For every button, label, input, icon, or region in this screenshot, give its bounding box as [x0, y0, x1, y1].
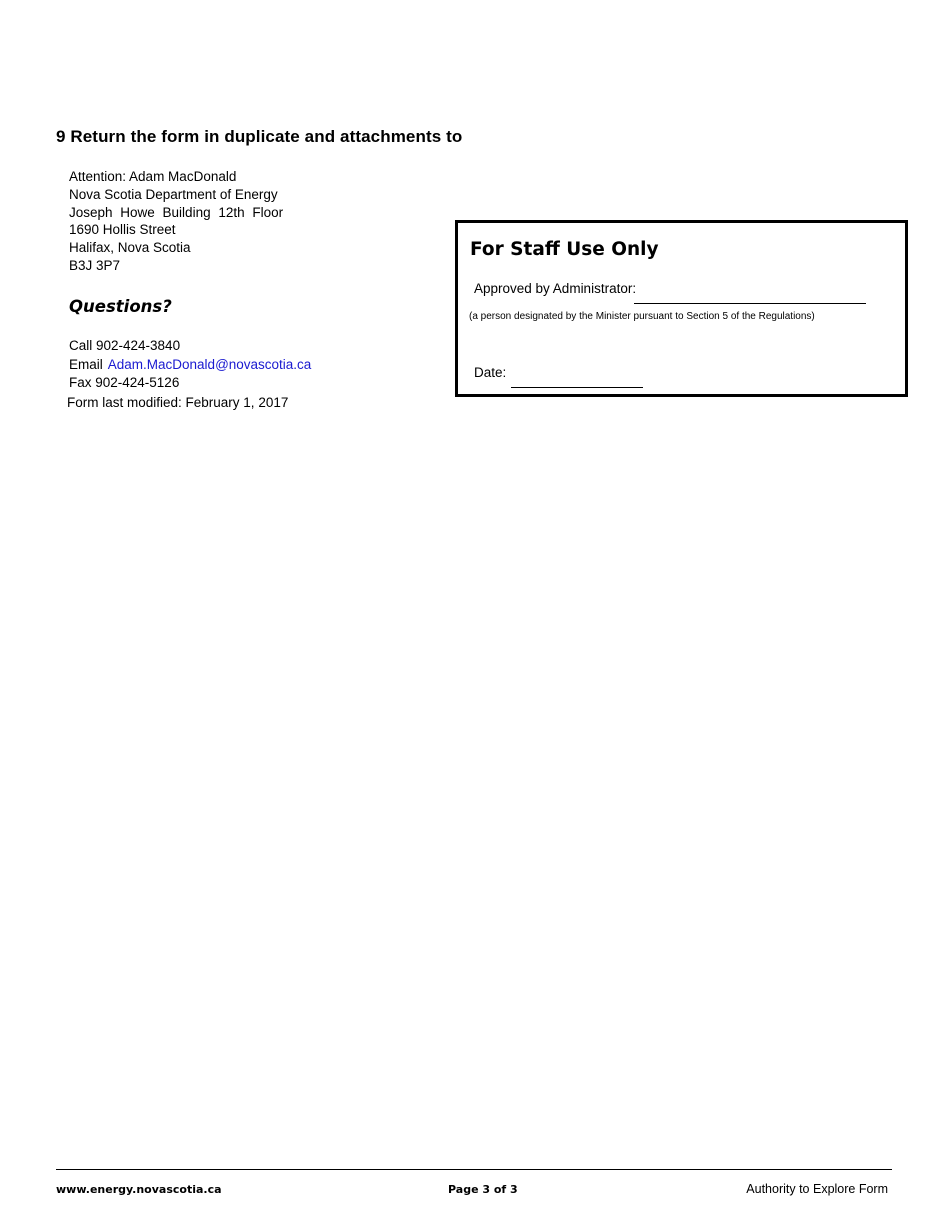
contact-email-link[interactable]: Adam.MacDonald@novascotia.ca: [107, 356, 312, 372]
approved-by-label: Approved by Administrator:: [474, 281, 637, 296]
footer-divider: [56, 1169, 892, 1170]
date-label: Date:: [474, 365, 507, 380]
form-last-modified: Form last modified: February 1, 2017: [67, 395, 289, 410]
contact-email-label: Email: [69, 356, 103, 372]
staff-box-title: For Staff Use Only: [470, 239, 659, 260]
footer-website: www.energy.novascotia.ca: [56, 1183, 222, 1196]
contact-fax: Fax 902-424-5126: [69, 375, 180, 390]
contact-info: [69, 337, 311, 393]
section-heading: 9 Return the form in duplicate and attachments to: [56, 127, 463, 146]
mailing-address: [69, 168, 283, 275]
administrator-note: (a person designated by the Minister pursuant to Section 5 of the Regulations): [469, 311, 815, 322]
contact-email-row: [69, 356, 311, 375]
address-attention: Attention: Adam MacDonald: [69, 169, 237, 184]
contact-phone: Call 902-424-3840: [69, 338, 181, 353]
date-field-line[interactable]: [511, 387, 643, 388]
address-department: Nova Scotia Department of Energy: [69, 186, 278, 202]
approved-by-signature-line[interactable]: [634, 303, 866, 304]
footer-page-number: Page 3 of 3: [448, 1183, 518, 1196]
staff-use-box: [455, 220, 908, 397]
questions-heading: Questions?: [69, 297, 172, 316]
footer-form-name: Authority to Explore Form: [746, 1182, 888, 1196]
address-building: Joseph Howe Building 12th Floor: [69, 204, 284, 220]
address-postal-code: B3J 3P7: [69, 257, 121, 273]
address-street: 1690 Hollis Street: [69, 222, 176, 238]
address-city: Halifax, Nova Scotia: [69, 240, 191, 256]
